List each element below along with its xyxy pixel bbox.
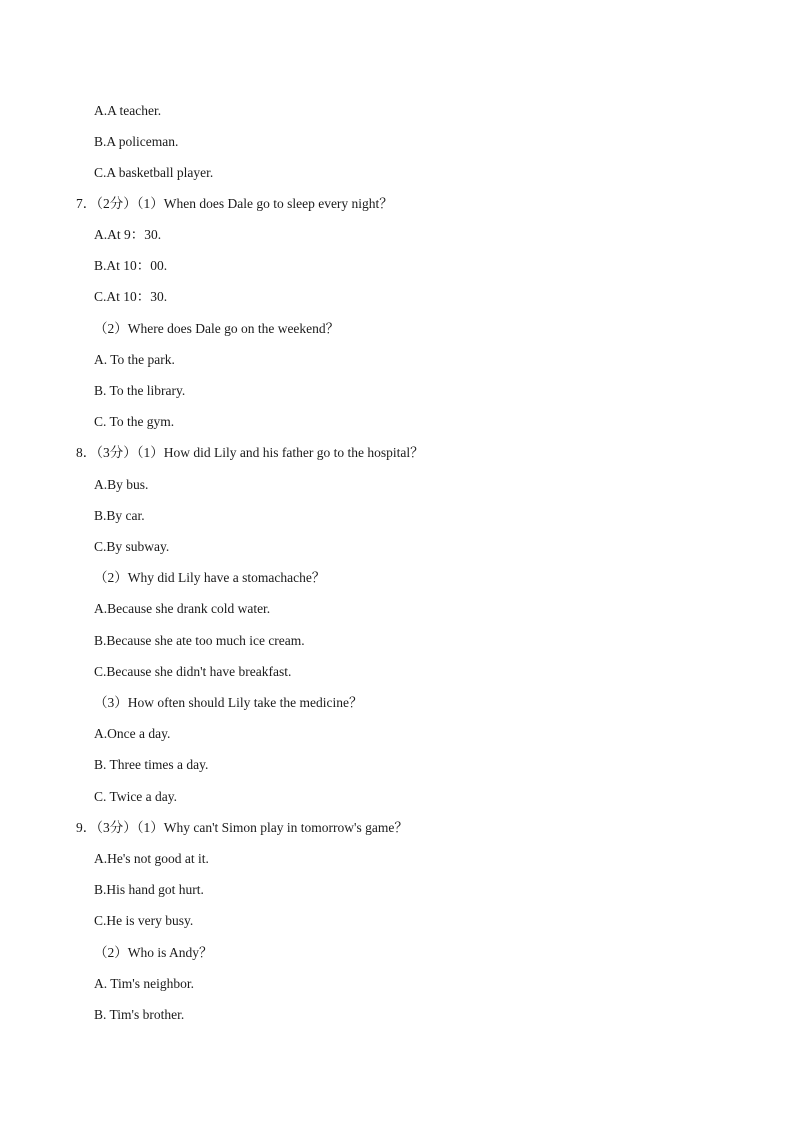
q8-2-option-a: A.Because she drank cold water. [94, 601, 271, 616]
question-9-2: （2）Who is Andy？ [94, 945, 213, 960]
q9-1-option-a: A.He's not good at it. [94, 851, 209, 866]
question-7: 7．（2分）（1）When does Dale go to sleep every night？ [76, 196, 393, 211]
q8-1-option-a: A.By bus. [94, 477, 149, 492]
q9-2-option-b: B. Tim's brother. [94, 1007, 185, 1022]
q8-3-option-b: B. Three times a day. [94, 757, 209, 772]
q7-1-option-a: A.At 9：30. [94, 227, 162, 242]
q6-option-a: A.A teacher. [94, 103, 162, 118]
q9-1-option-c: C.He is very busy. [94, 913, 194, 928]
q7-1-option-b: B.At 10：00. [94, 258, 168, 273]
q8-1-option-c: C.By subway. [94, 539, 170, 554]
question-8-2: （2）Why did Lily have a stomachache？ [94, 570, 326, 585]
q8-3-option-a: A.Once a day. [94, 726, 171, 741]
question-9: 9．（3分）（1）Why can't Simon play in tomorrow's game？ [76, 820, 408, 835]
q8-2-option-c: C.Because she didn't have breakfast. [94, 664, 292, 679]
q6-option-c: C.A basketball player. [94, 165, 214, 180]
question-8: 8．（3分）（1）How did Lily and his father go to the hospital？ [76, 445, 424, 460]
q8-2-option-b: B.Because she ate too much ice cream. [94, 633, 305, 648]
q7-2-option-a: A. To the park. [94, 352, 175, 367]
question-8-3: （3）How often should Lily take the medicine？ [94, 695, 363, 710]
q9-1-option-b: B.His hand got hurt. [94, 882, 204, 897]
q9-2-option-a: A. Tim's neighbor. [94, 976, 194, 991]
question-7-2: （2）Where does Dale go on the weekend？ [94, 321, 340, 336]
q7-2-option-b: B. To the library. [94, 383, 186, 398]
q7-1-option-c: C.At 10：30. [94, 289, 168, 304]
q8-1-option-b: B.By car. [94, 508, 145, 523]
q6-option-b: B.A policeman. [94, 134, 179, 149]
q8-3-option-c: C. Twice a day. [94, 789, 178, 804]
q7-2-option-c: C. To the gym. [94, 414, 175, 429]
